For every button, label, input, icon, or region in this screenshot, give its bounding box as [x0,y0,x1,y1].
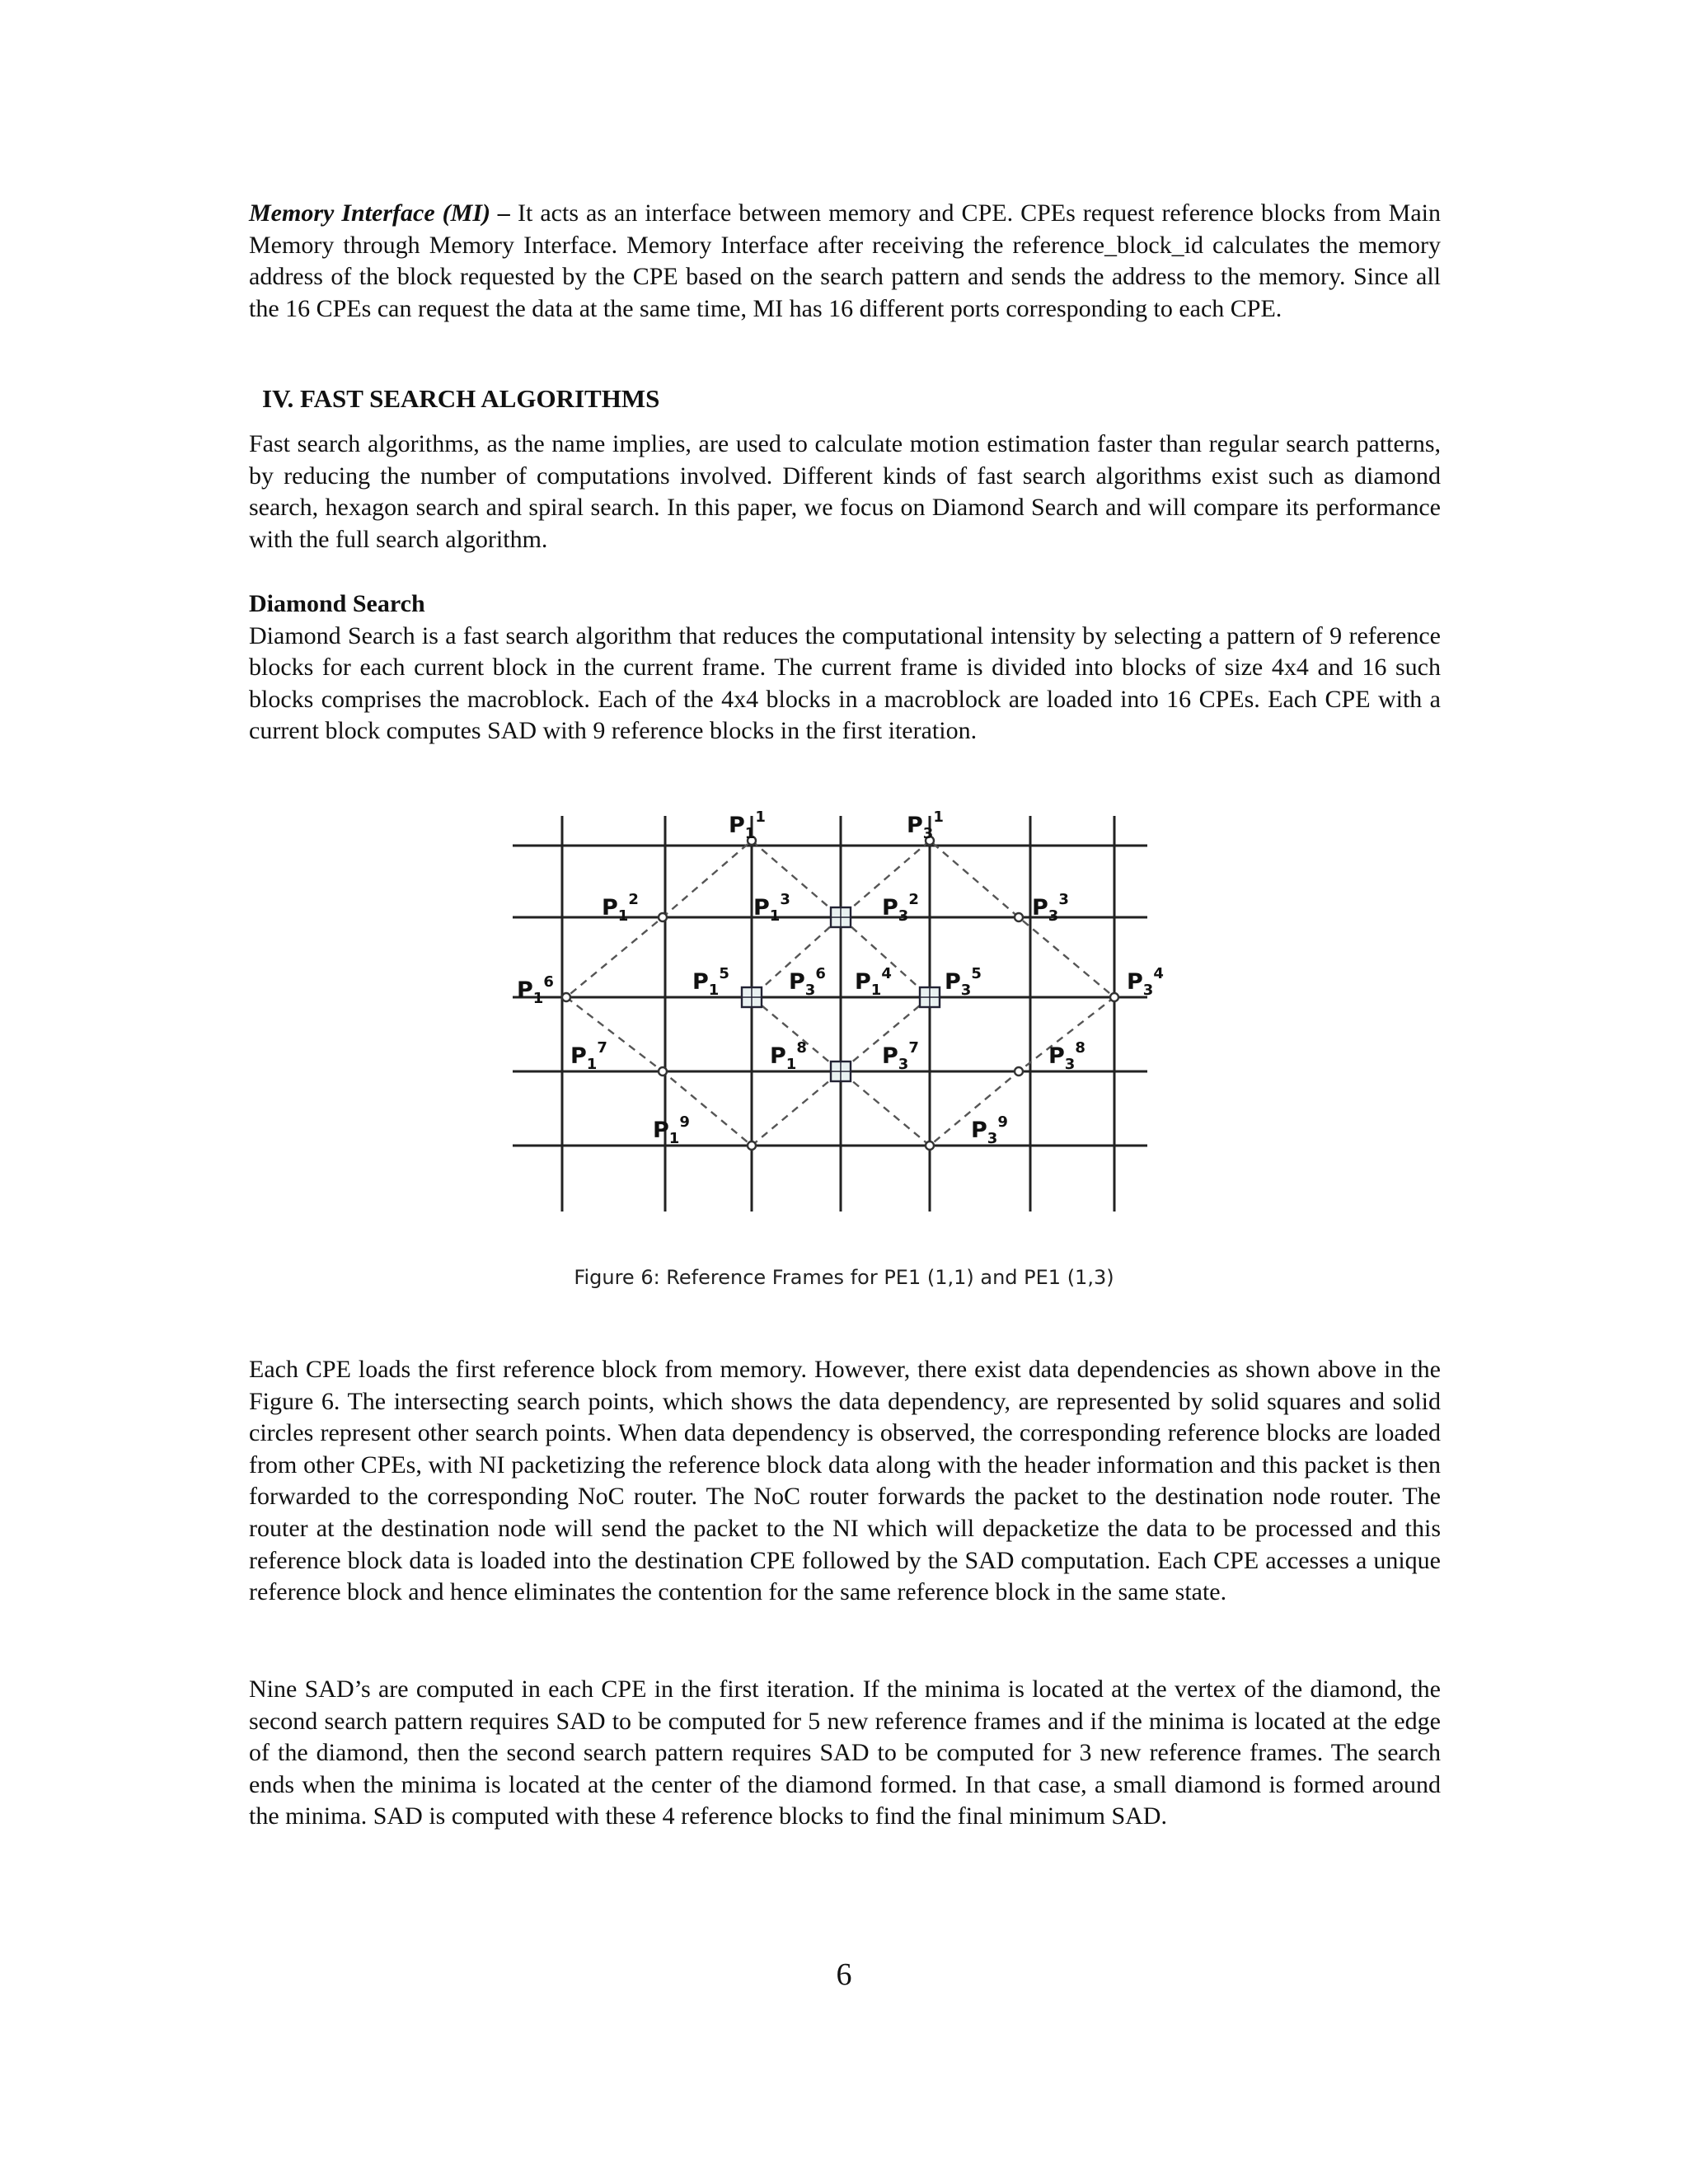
point-label-p3-8: $P_3^8$ [1048,1039,1085,1073]
page-number: 6 [836,1957,852,1992]
point-label-p1-9: $P_1^9$ [653,1113,690,1147]
sad-iteration-paragraph: Nine SAD’s are computed in each CPE in the first iteration. If the minima is located at the vertex of the diamond, the second search pattern requires SAD to be computed for 5 new reference frames and if the minima is located at the edge of the diamond, then the second search pattern requires SAD to be computed for 3 new reference frames. The search ends when the minima is located at the center of the diamond formed. In that case, a small diamond is formed around the minima. SAD is computed with these 4 reference blocks to find the final minimum SAD. [249,1675,1441,1830]
memory-interface-paragraph [249,198,1441,325]
dependency-paragraph: Each CPE loads the first reference block from memory. However, there exist data dependencies as shown above in the Figure 6. The intersecting search points, which shows the data dependency, are represented by solid squares and solid circles represent other search points. When data dependency is observed, the corresponding reference blocks are loaded from other CPEs, with NI packetizing the reference block data along with the header information and this packet is then forwarded to the corresponding NoC router. The NoC router forwards the packet to the destination node router. The router at the destination node will send the packet to the NI which will depacketize the data to be processed and this reference block data is loaded into the destination CPE followed by the SAD computation. Each CPE accesses a unique reference block and hence eliminates the contention for the same reference block in the same state. [249,1356,1441,1606]
point-label-p3-1: $P_3^1$ [907,808,944,842]
point-label-p3-7: $P_3^7$ [882,1039,919,1073]
diamond-search-text: Diamond Search is a fast search algorithm that reduces the computational intensity by selecting a pattern of 9 reference blocks for each current block in the current frame. The current frame is divided into blocks of size 4x4 and 16 such blocks comprises the macroblock. Each of the 4x4 blocks in a macroblock are loaded into 16 CPEs. Each CPE with a current block computes SAD with 9 reference blocks in the first iteration. [249,621,1441,745]
memory-interface-text: It acts as an interface between memory and CPE. CPEs request reference blocks from Main Memory through Memory Interface. Memory Interface after receiving the reference_block_id calculates the memory address of the block requested by the CPE based on the search pattern and sends the address to the memory. Since all the 16 CPEs can request the data at the same time, MI has 16 different ports corresponding to each CPE. [249,199,1442,322]
diamond-search-paragraph [249,588,1441,748]
point-label-p1-6: $P_1^6$ [517,973,554,1007]
point-label-p1-3: $P_1^3$ [753,891,790,925]
point-label-p3-3: $P_3^3$ [1032,891,1069,925]
point-label-p1-5: $P_1^5$ [692,965,729,999]
diamond-search-title: Diamond Search [249,590,425,617]
figure-caption: Figure 6: Reference Frames for PE1 (1,1) and PE1 (1,3) [574,1266,1114,1289]
point-label-p3-2: $P_3^2$ [882,891,919,925]
point-label-p1-7: $P_1^7$ [570,1039,607,1073]
point-label-p1-2: $P_1^2$ [602,891,639,925]
point-label-p3-4: $P_3^4$ [1127,965,1164,999]
point-label-p1-1: $P_1^1$ [729,808,766,842]
memory-interface-lead: Memory Interface (MI) – [249,199,510,227]
section-heading: IV. FAST SEARCH ALGORITHMS [262,384,660,413]
point-label-p1-4: $P_1^4$ [855,965,892,999]
point-label-p3-5: $P_3^5$ [945,965,982,999]
diamond-search-figure [504,808,1189,1220]
point-label-p3-6: $P_3^6$ [789,965,826,999]
fast-search-intro: Fast search algorithms, as the name implies, are used to calculate motion estimation faster than regular search patterns, by reducing the number of computations involved. Different kinds of fast search algorithms exist such as diamond search, hexagon search and spiral search. In this paper, we focus on Diamond Search and will compare its performance with the full search algorithm. [249,430,1441,553]
point-label-p3-9: $P_3^9$ [971,1113,1008,1147]
point-label-p1-8: $P_1^8$ [770,1039,807,1073]
